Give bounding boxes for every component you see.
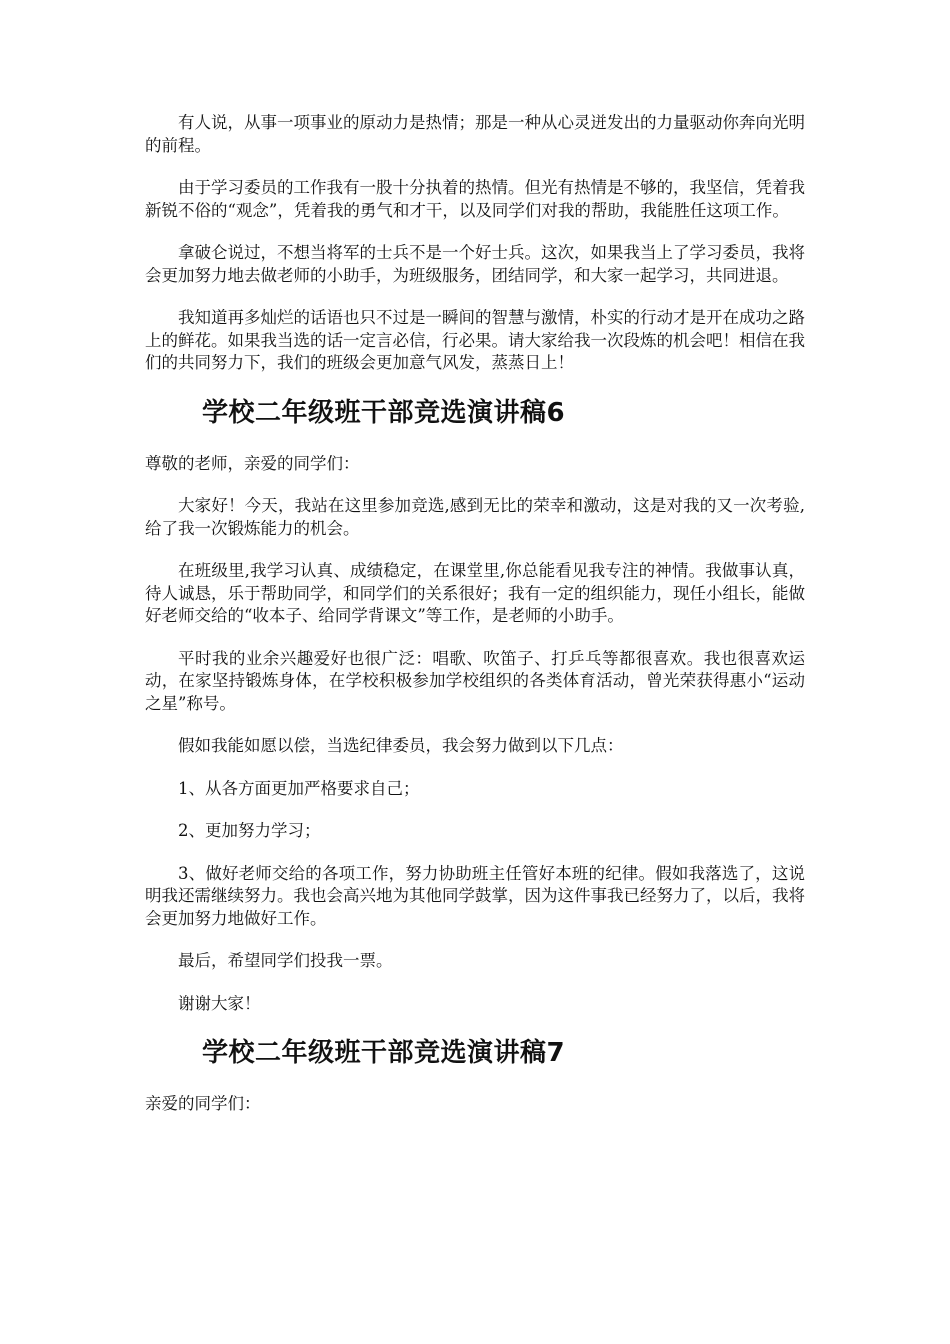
paragraph: 有人说，从事一项事业的原动力是热情；那是一种从心灵迸发出的力量驱动你奔向光明的前程。 — [145, 113, 805, 155]
paragraph: 在班级里,我学习认真、成绩稳定，在课堂里,你总能看见我专注的神情。我做事认真，待人诚恳，乐于帮助同学，和同学们的关系很好；我有一定的组织能力，现任小组长，能做好老师交给的“收本子、给同学背课文”等工作，是老师的小助手。 — [145, 561, 805, 625]
paragraph: 拿破仑说过，不想当将军的士兵不是一个好士兵。这次，如果我当上了学习委员，我将会更加努力地去做老师的小助手，为班级服务，团结同学，和大家一起学习，共同进退。 — [145, 243, 805, 285]
paragraph: 大家好！今天，我站在这里参加竞选,感到无比的荣幸和激动，这是对我的又一次考验,给了我一次锻炼能力的机会。 — [145, 496, 805, 538]
paragraph: 假如我能如愿以偿，当选纪律委员，我会努力做到以下几点： — [178, 736, 624, 755]
paragraph: 最后，希望同学们投我一票。 — [178, 951, 393, 970]
section-heading: 学校二年级班干部竞选演讲稿7 — [202, 1038, 566, 1068]
paragraph: 由于学习委员的工作我有一股十分执着的热情。但光有热情是不够的，我坚信，凭着我新锐不俗的“观念”，凭着我的勇气和才干，以及同学们对我的帮助，我能胜任这项工作。 — [145, 178, 805, 220]
list-item: 1、从各方面更加严格要求自己； — [178, 778, 420, 798]
list-item: 2、更加努力学习； — [178, 821, 321, 840]
paragraph: 谢谢大家！ — [178, 993, 261, 1013]
paragraph: 平时我的业余兴趣爱好也很广泛：唱歌、吹笛子、打乒乓等都很喜欢。我也很喜欢运动，在家坚持锻炼身体，在学校积极参加学校组织的各类体育活动，曾光荣获得惠小“运动之星”称号。 — [145, 648, 805, 713]
document-body — [145, 112, 805, 1136]
salutation: 亲爱的同学们： — [145, 1094, 261, 1113]
paragraph: 我知道再多灿烂的话语也只不过是一瞬间的智慧与激情，朴实的行动才是开在成功之路上的鲜花。如果我当选的话一定言必信，行必果。请大家给我一次段炼的机会吧！相信在我们的共同努力下，我们的班级会更加意气风发，蒸蒸日上！ — [145, 308, 805, 372]
section-heading: 学校二年级班干部竞选演讲稿6 — [202, 397, 566, 428]
salutation: 尊敬的老师，亲爱的同学们： — [145, 453, 360, 473]
list-item: 3、做好老师交给的各项工作，努力协助班主任管好本班的纪律。假如我落选了，这说明我还需继续努力。我也会高兴地为其他同学鼓掌，因为这件事我已经努力了，以后，我将会更加努力地做好工作。 — [145, 863, 805, 928]
